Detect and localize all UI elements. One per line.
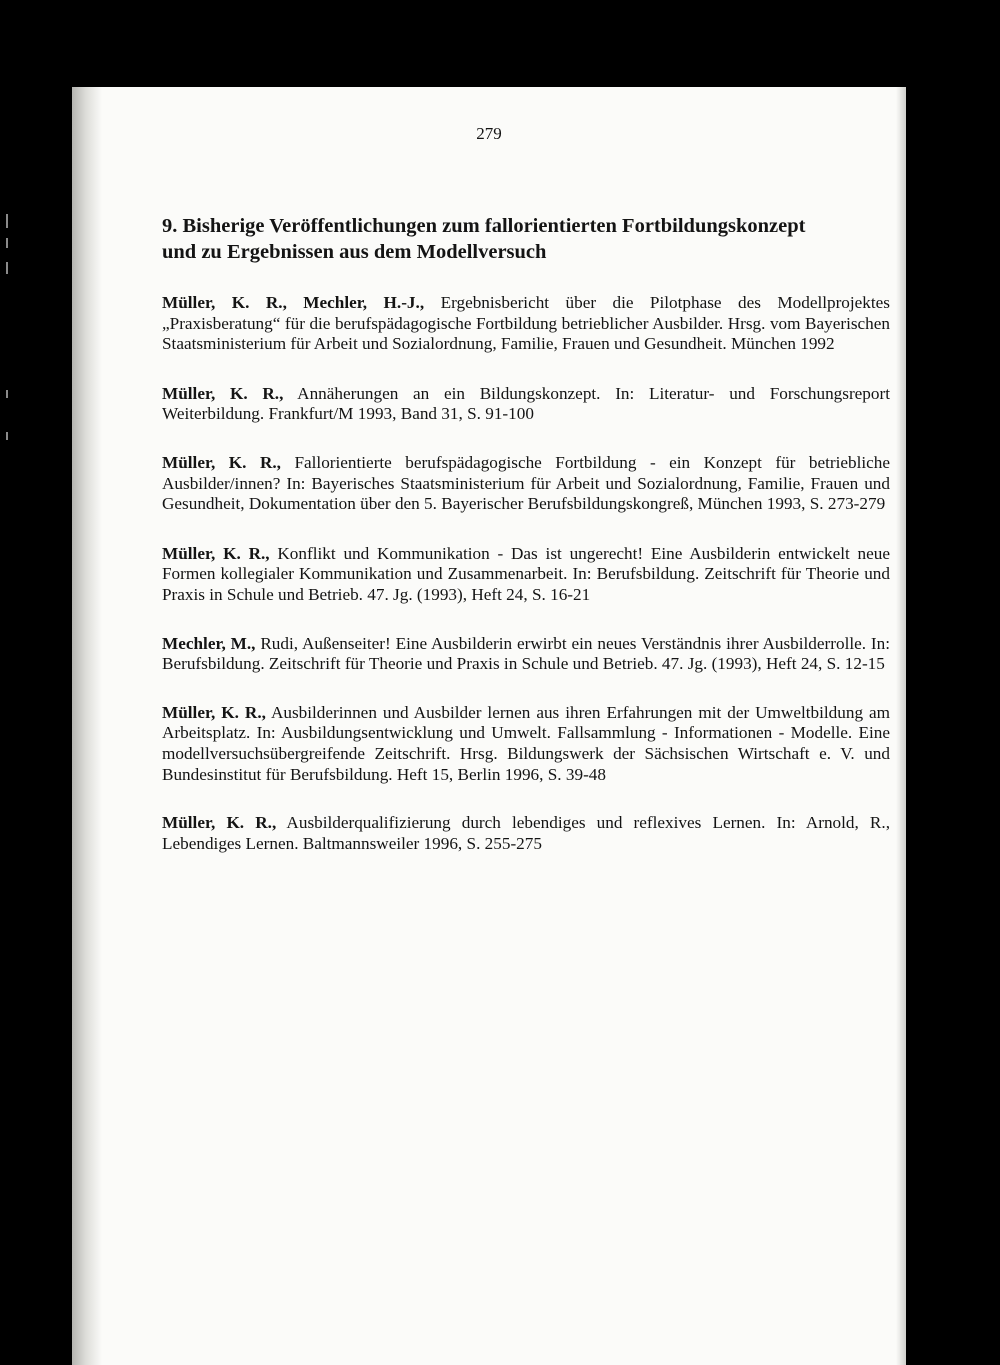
reference-entry [162, 634, 890, 675]
reference-author: Müller, K. R., [162, 702, 266, 722]
reference-author: Müller, K. R., [162, 813, 277, 833]
section-heading [162, 213, 902, 265]
reference-text: Fallorientierte berufspädagogische Fortbildung - ein Konzept für betriebliche Ausbilder/innen? In: Bayerisches Staatsministerium für Arbeit und Sozialordnung, Familie, Frauen und Gesundheit, Dokumentation über den 5. Bayerischer Berufsbildungskongreß, München 1993, S. 273-279 [162, 452, 891, 514]
reference-text: Konflikt und Kommunikation - Das ist ungerecht! Eine Ausbilderin entwickelt neue Formen kollegialer Kommunikation und Zusammenarbeit. In: Berufsbildung. Zeitschrift für Theorie und Praxis in Schule und Betrieb. 47. Jg. (1993), Heft 24, S. 16-21 [162, 543, 890, 604]
spine-shadow [72, 87, 102, 1365]
reference-entry [162, 293, 890, 355]
reference-text: Annäherungen an ein Bildungskonzept. In: Literatur- und Forschungsreport Weiterbildung. Frankfurt/M 1993, Band 31, S. 91-100 [162, 383, 890, 424]
reference-author: Müller, K. R., [162, 543, 270, 563]
section-heading-line-2: und zu Ergebnissen aus dem Modellversuch [162, 241, 547, 263]
reference-text: Ergebnisbericht über die Pilotphase des Modellprojektes „Praxisberatung“ für die berufspädagogische Fortbildung betrieblicher Ausbilder. Hrsg. vom Bayerischen Staatsministerium für Arbeit und Sozialordnung, Familie, Frauen und Gesundheit. München 1992 [162, 293, 890, 354]
reference-author: Mechler, M., [162, 633, 256, 653]
reference-entry [162, 453, 890, 515]
reference-text: Ausbilderqualifizierung durch lebendiges und reflexives Lernen. In: Arnold, R., Lebendiges Lernen. Baltmannsweiler 1996, S. 255-275 [162, 813, 890, 853]
reference-text: Rudi, Außenseiter! Eine Ausbilderin erwirbt ein neues Verständnis ihrer Ausbilderrolle. In: Berufsbildung. Zeitschrift für Theorie und Praxis in Schule und Betrieb. 47. Jg. (1993), Heft 24, S. 12-15 [162, 633, 890, 674]
document-page [72, 87, 906, 1365]
reference-entry [162, 384, 890, 425]
reference-text: Ausbilderinnen und Ausbilder lernen aus ihren Erfahrungen mit der Umweltbildung am Arbeitsplatz. In: Ausbildungsentwicklung und Umwelt. Fallsammlung - Informationen - Modelle. Eine modellversuchsübergreifende Zeitschrift. Hrsg. Bildungswerk der Sächsischen Wirtschaft e. V. und Bundesinstitut für Berufsbildung. Heft 15, Berlin 1996, S. 39-48 [162, 702, 890, 784]
section-heading-line-1: 9. Bisherige Veröffentlichungen zum fallorientierten Fortbildungskonzept [162, 215, 806, 237]
reference-author: Müller, K. R., [162, 452, 281, 472]
page-edge-shadow [896, 87, 906, 1365]
reference-entry [162, 544, 890, 606]
reference-entry [162, 703, 890, 785]
reference-author: Müller, K. R., Mechler, H.-J., [162, 293, 425, 312]
reference-list [162, 293, 890, 854]
reference-author: Müller, K. R., [162, 383, 284, 403]
reference-entry [162, 813, 890, 854]
page-number: 279 [476, 124, 502, 143]
